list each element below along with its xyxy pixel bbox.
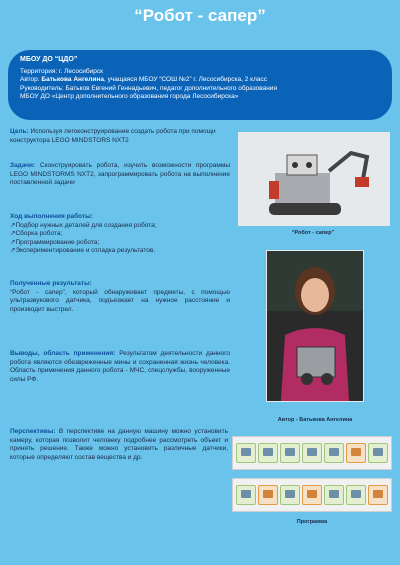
- program-block: [368, 485, 388, 505]
- conclusions-section: [10, 350, 230, 384]
- program-block: [346, 443, 366, 463]
- goal-text: Используя легоконструирование создать робота при помощи конструктора LEGO MINDSTORS NXT2: [10, 128, 216, 144]
- conclusions-text: Результатом деятельности данного робота являются обезвреженные мины и сохраненная жизнь человека. Область применения данного робота - МЧС, спецслужбы, вооруженные силы РФ.: [10, 350, 231, 383]
- goal-label: Цель:: [10, 128, 29, 135]
- progress-item: ↗Сборка робота;: [10, 230, 63, 237]
- progress-item: ↗Подбор нужных деталей для создания робота;: [10, 221, 157, 229]
- author-name: Батькова Ангелина: [41, 76, 104, 83]
- robot-illustration: [239, 133, 389, 225]
- territory-line: Территория: г. Лесосибирск: [20, 67, 103, 75]
- results-text: “Робот - сапер”, который обнаруживает предметы, с помощью ультразвукового датчика, подъезжает на нужное расстояние и производит выстрел.: [10, 288, 230, 313]
- program-screenshot-bottom: [232, 478, 392, 512]
- perspectives-section: [10, 428, 228, 462]
- institution-line: МБОУ ДО «Центр дополнительного образования города Лесосибирска»: [20, 93, 239, 100]
- supervisor-line: Руководитель: Батьков Евгений Геннадьевич, педагог дополнительного образования: [20, 84, 277, 92]
- author-line: [20, 76, 380, 85]
- tasks-section: [10, 162, 230, 188]
- program-block: [280, 443, 300, 463]
- program-block: [324, 485, 344, 505]
- progress-item: ↗Экспериментирование и отладка результатов.: [10, 247, 156, 254]
- program-block: [302, 485, 322, 505]
- program-block: [302, 443, 322, 463]
- author-prefix: Автор:: [20, 76, 42, 83]
- poster-title: “Робот - сапер”: [134, 6, 266, 25]
- program-block: [346, 485, 366, 505]
- results-section: [10, 280, 230, 314]
- results-label: Полученные результаты:: [10, 280, 92, 287]
- perspectives-label: Перспективы:: [10, 428, 56, 435]
- program-block: [258, 485, 278, 505]
- program-block: [280, 485, 300, 505]
- author-details: , учащаяся МБОУ “СОШ №2” г. Лесосибирска, 2 класс: [103, 76, 267, 83]
- conclusions-label: Выводы, область применения:: [10, 350, 116, 357]
- author-photo: [266, 250, 364, 402]
- program-caption: Программа: [296, 519, 328, 525]
- progress-item: ↗Программирование робота;: [10, 238, 100, 246]
- header-banner: [8, 50, 392, 120]
- author-illustration: [267, 251, 363, 401]
- program-block: [324, 443, 344, 463]
- author-caption: Автор - Батькова Ангелина: [277, 417, 353, 423]
- progress-label: Ход выполнения работы:: [10, 213, 93, 220]
- robot-photo: [238, 132, 390, 226]
- perspectives-text: В перспективе на данную машину можно установить камеру, которая позволит человеку подробнее рассмотреть объект и принять решение. Также можно установить различные датчики, которые определяют состав вещества и др.: [10, 428, 228, 461]
- progress-section: [10, 213, 230, 256]
- program-block: [258, 443, 278, 463]
- program-block: [236, 485, 256, 505]
- org-name: МБОУ ДО “ЦДО”: [20, 56, 78, 63]
- program-screenshot-top: [232, 436, 392, 470]
- goal-section: [10, 128, 230, 145]
- tasks-label: Задачи:: [10, 162, 36, 169]
- program-block: [368, 443, 388, 463]
- program-block: [236, 443, 256, 463]
- tasks-text: Сконструировать робота, изучить возможности программы LEGO MINDSTORMS NXT2, запрограммировать робота на выполнение поставленной задачи: [10, 162, 230, 186]
- robot-caption: “Робот - сапер”: [291, 230, 335, 236]
